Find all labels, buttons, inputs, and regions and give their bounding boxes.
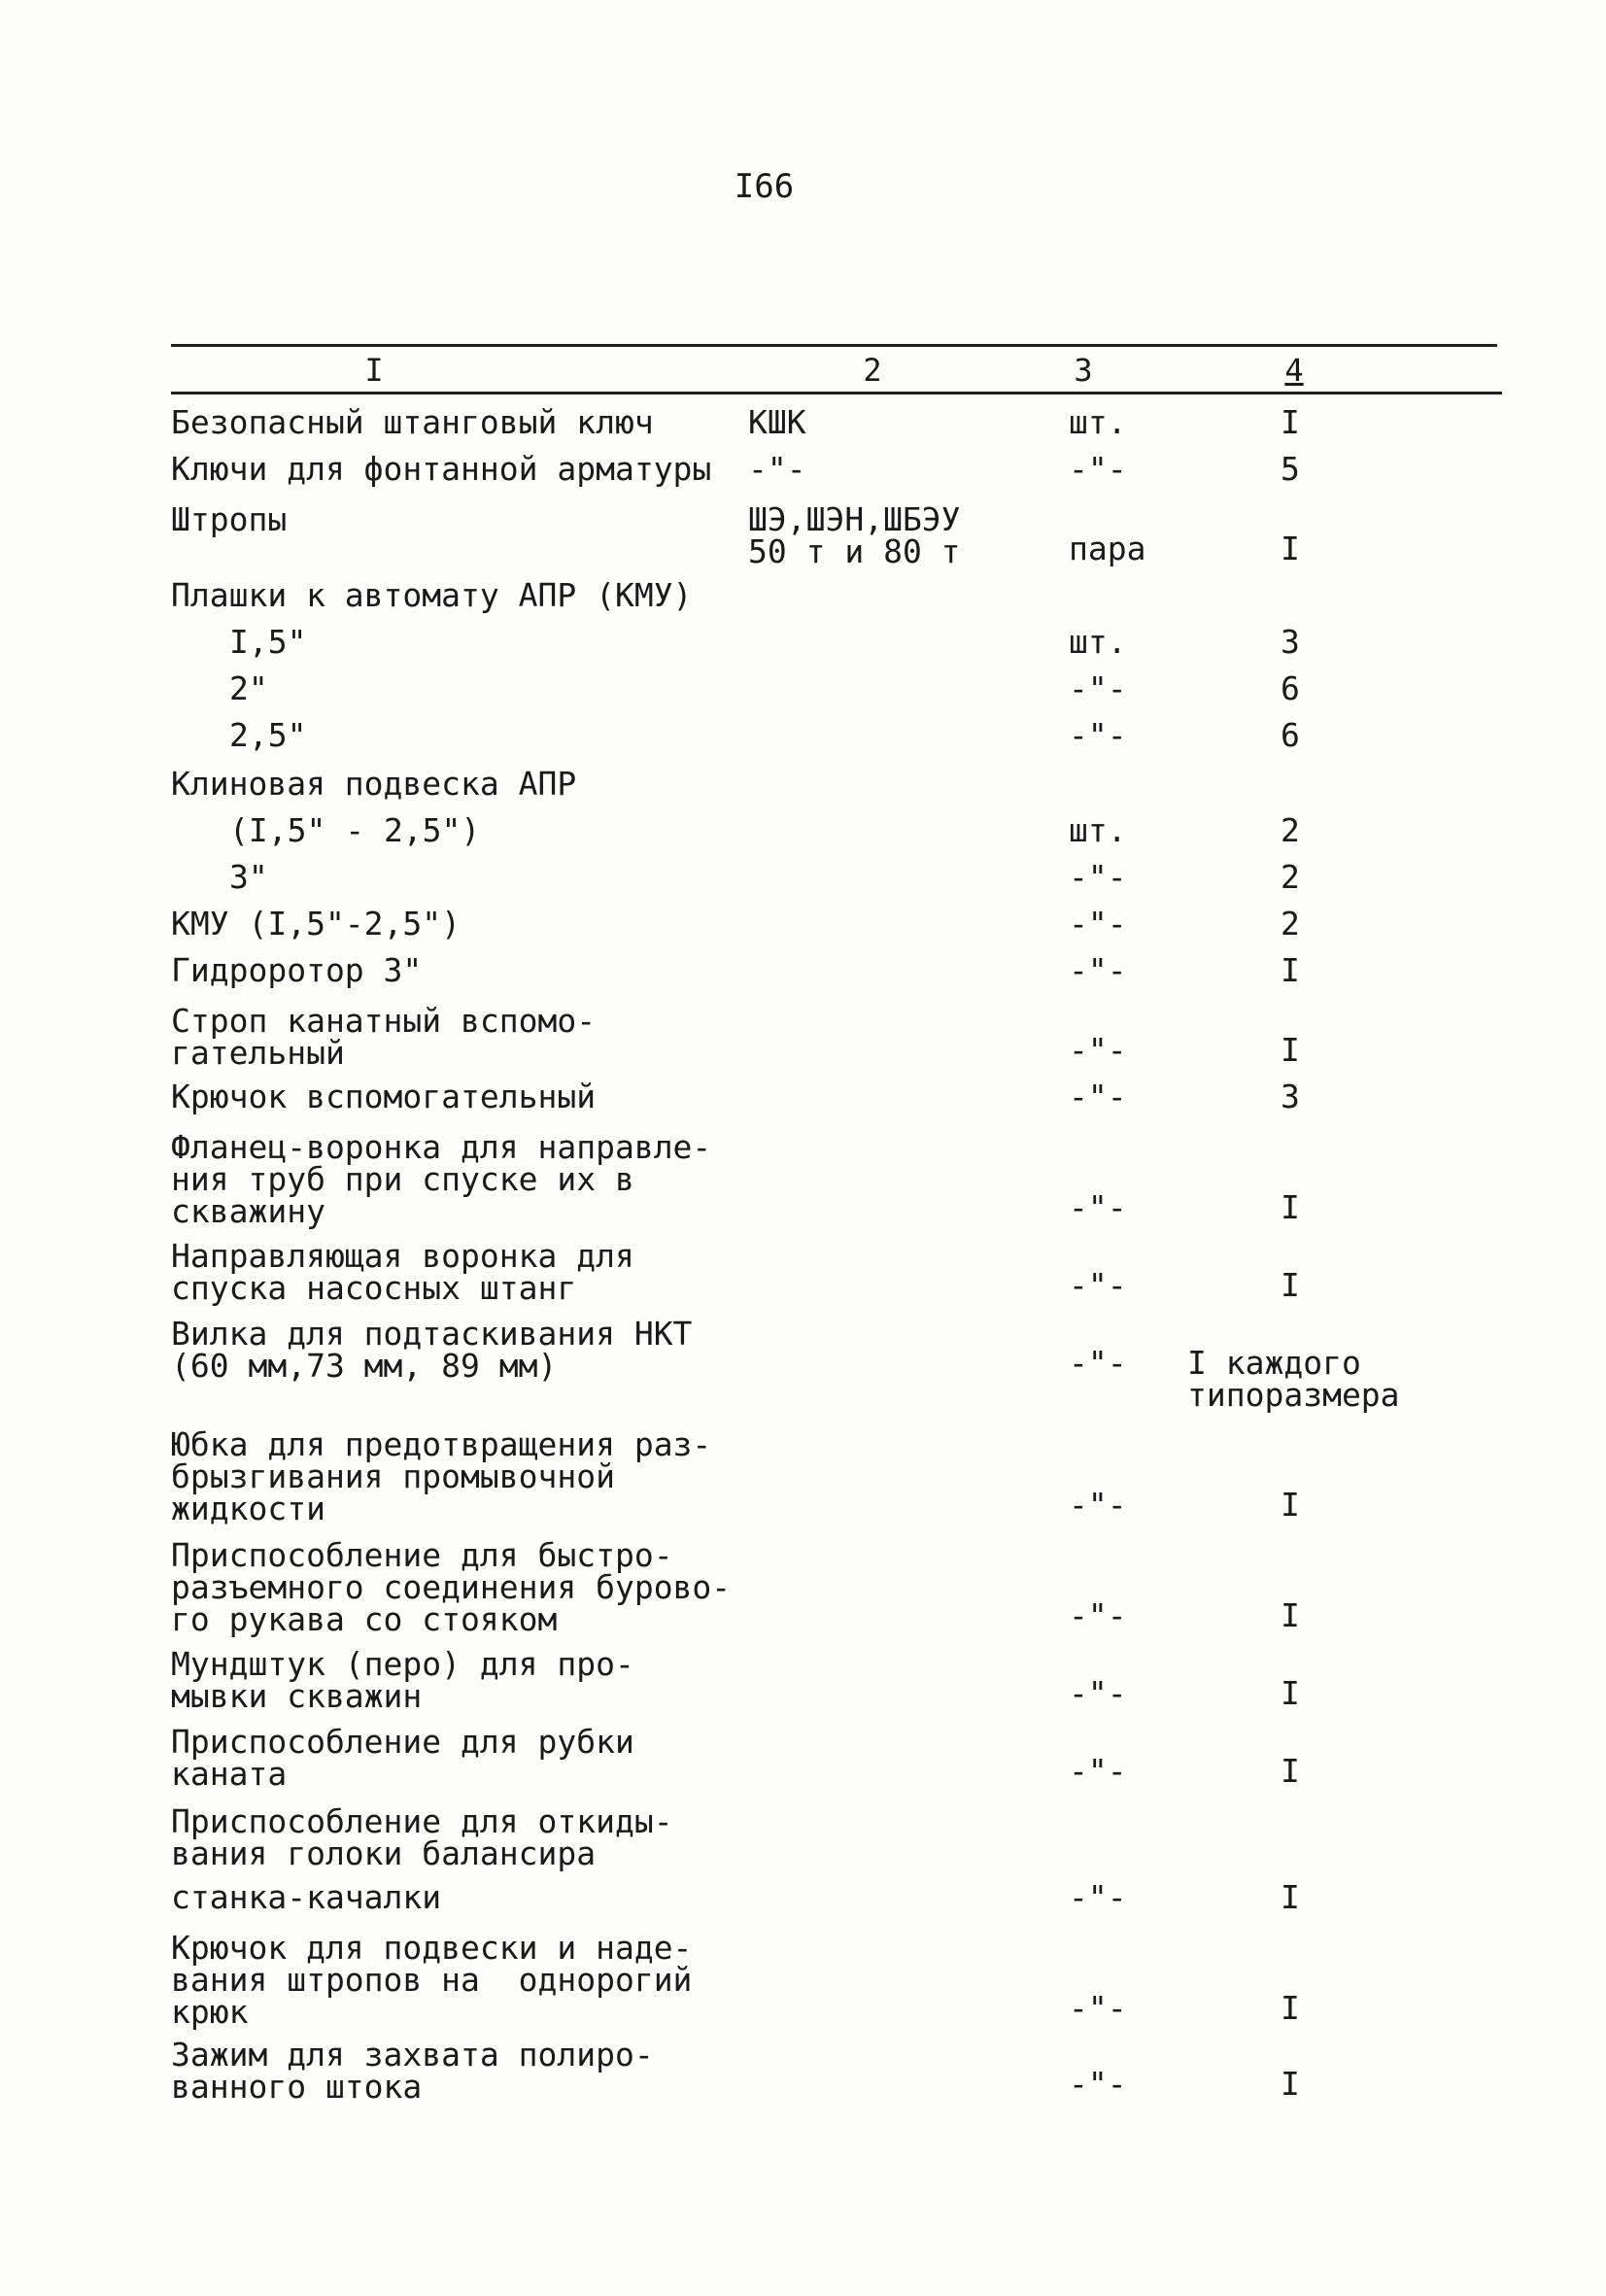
item-name: Строп канатный вспомо- гательный xyxy=(171,1002,597,1072)
item-type: ШЭ,ШЭН,ШБЭУ 50 т и 80 т xyxy=(748,500,961,570)
item-name: Клиновая подвеска АПР xyxy=(171,765,577,803)
item-quantity: I xyxy=(1281,1031,1300,1069)
item-name: I,5" xyxy=(229,623,307,661)
item-unit: пара xyxy=(1069,530,1146,567)
item-name: Приспособление для откиды- вания голоки балансира xyxy=(171,1802,673,1872)
item-unit: -"- xyxy=(1069,1031,1127,1069)
item-unit: -"- xyxy=(1069,1674,1127,1712)
item-unit: -"- xyxy=(1069,1596,1127,1634)
item-unit: -"- xyxy=(1069,858,1127,896)
item-quantity: I xyxy=(1281,1486,1300,1524)
item-name: Фланец-воронка для направле- ния труб при спуске их в скважину xyxy=(171,1128,712,1230)
item-unit: шт. xyxy=(1069,623,1127,661)
item-quantity: 6 xyxy=(1281,716,1300,754)
item-unit: -"- xyxy=(1069,1486,1127,1524)
item-unit: -"- xyxy=(1069,2065,1127,2103)
column-header-1: I xyxy=(364,352,384,389)
item-name: Ключи для фонтанной арматуры xyxy=(171,450,712,488)
item-unit: -"- xyxy=(1069,1188,1127,1226)
item-unit: -"- xyxy=(1069,1266,1127,1304)
item-quantity: I xyxy=(1281,1674,1300,1712)
item-name: Юбка для предотвращения раз- брызгивания промывочной жидкости xyxy=(171,1425,712,1527)
item-quantity: I xyxy=(1281,951,1300,989)
item-name: Штропы xyxy=(171,500,288,538)
column-header-2: 2 xyxy=(863,352,882,389)
item-quantity: 3 xyxy=(1281,623,1300,661)
item-name: Крючок для подвески и наде- вания штропов на однорогий крюк xyxy=(171,1929,693,2031)
item-quantity: 6 xyxy=(1281,669,1300,707)
item-unit: -"- xyxy=(1069,1989,1127,2027)
item-quantity: I xyxy=(1281,1989,1300,2027)
item-unit: -"- xyxy=(1069,1878,1127,1916)
item-type: КШК xyxy=(748,403,806,441)
item-name: 2" xyxy=(229,669,268,707)
item-name: Направляющая воронка для спуска насосных штанг xyxy=(171,1237,634,1307)
item-quantity: I xyxy=(1281,1266,1300,1304)
page-number: I66 xyxy=(734,167,795,206)
item-unit: шт. xyxy=(1069,811,1127,849)
item-name: Мундштук (перо) для про- мывки скважин xyxy=(171,1645,634,1715)
item-unit: -"- xyxy=(1069,669,1127,707)
item-quantity: 2 xyxy=(1281,858,1300,896)
item-name: Приспособление для рубки каната xyxy=(171,1723,634,1793)
item-name: (I,5" - 2,5") xyxy=(229,811,481,849)
item-quantity: I xyxy=(1281,1188,1300,1226)
item-name: Вилка для подтаскивания НКТ (60 мм,73 мм, 89 мм) xyxy=(171,1315,693,1385)
table-top-rule xyxy=(171,344,1497,347)
item-quantity: 2 xyxy=(1281,811,1300,849)
item-quantity: I xyxy=(1281,2065,1300,2103)
item-type: -"- xyxy=(748,450,806,488)
item-quantity: I каждого типоразмера xyxy=(1187,1344,1400,1414)
item-quantity: 2 xyxy=(1281,905,1300,942)
item-unit: -"- xyxy=(1069,1752,1127,1790)
item-unit: -"- xyxy=(1069,1078,1127,1115)
item-name: КМУ (I,5"-2,5") xyxy=(171,905,461,942)
item-unit: -"- xyxy=(1069,905,1127,942)
table-header-rule xyxy=(171,392,1502,394)
item-unit: -"- xyxy=(1069,716,1127,754)
item-quantity: I xyxy=(1281,1596,1300,1634)
item-quantity: I xyxy=(1281,1752,1300,1790)
item-unit: -"- xyxy=(1069,450,1127,488)
column-header-3: 3 xyxy=(1074,352,1093,389)
item-quantity: I xyxy=(1281,1878,1300,1916)
item-name: Крючок вспомогательный xyxy=(171,1078,597,1115)
item-quantity: 3 xyxy=(1281,1078,1300,1115)
item-quantity: I xyxy=(1281,530,1300,567)
item-name: 3" xyxy=(229,858,268,896)
item-name: Безопасный штанговый ключ xyxy=(171,403,654,441)
item-name: Приспособление для быстро- разъемного соединения бурово- го рукава со стояком xyxy=(171,1536,732,1638)
item-quantity: I xyxy=(1281,403,1300,441)
item-unit: -"- xyxy=(1069,1344,1127,1382)
item-quantity: 5 xyxy=(1281,450,1300,488)
item-name: Гидроротор 3" xyxy=(171,951,423,989)
item-name: 2,5" xyxy=(229,716,307,754)
item-name: Плашки к автомату АПР (КМУ) xyxy=(171,576,693,614)
item-name: Зажим для захвата полиро- ванного штока xyxy=(171,2036,654,2106)
item-unit: -"- xyxy=(1069,951,1127,989)
column-header-4: 4 xyxy=(1284,352,1304,389)
item-unit: шт. xyxy=(1069,403,1127,441)
item-name: станка-качалки xyxy=(171,1878,442,1916)
